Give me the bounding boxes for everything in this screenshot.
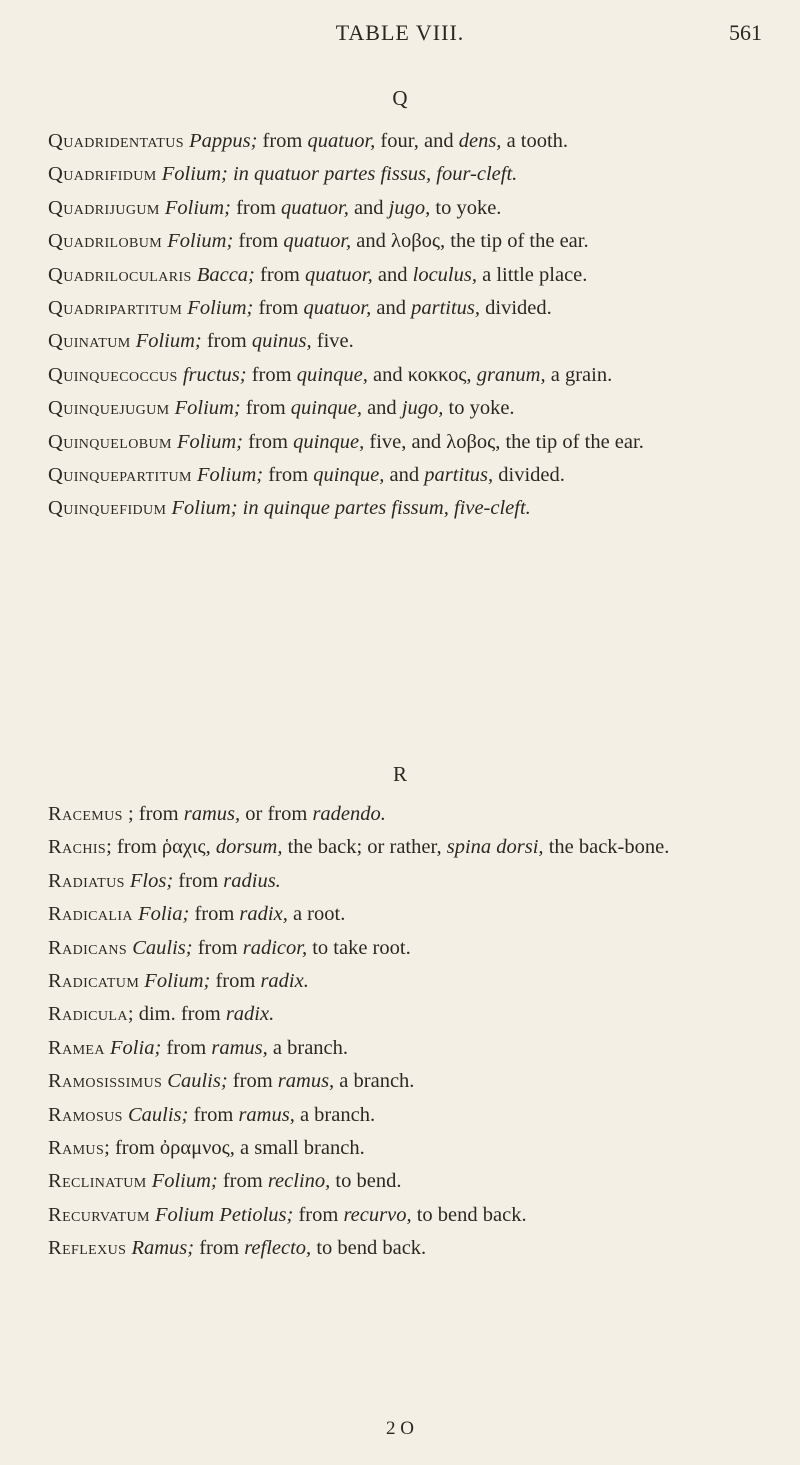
entry-headword: Quinquepartitum xyxy=(48,464,192,487)
entry-headword: Quinquefidum xyxy=(48,497,167,520)
entry-headword: Radicula xyxy=(48,1003,128,1026)
entry-text: to bend. xyxy=(330,1170,402,1193)
entry-text: radendo. xyxy=(312,803,386,825)
entry-text: quatuor, xyxy=(281,196,349,219)
section-r-entries xyxy=(48,798,760,1266)
entry-text: Folium; xyxy=(151,1170,218,1193)
entry-text: granum, xyxy=(476,363,546,386)
entry-text: ramus, xyxy=(238,1103,295,1126)
entry-headword: Quadrilobum xyxy=(48,230,163,253)
entry-text: quatuor, xyxy=(303,297,372,320)
page-number: 561 xyxy=(729,20,762,45)
entry-text: from xyxy=(217,1170,268,1193)
entry-text: quinque, xyxy=(290,397,362,420)
entry-text: and xyxy=(371,297,412,320)
glossary-entry xyxy=(48,1132,760,1165)
entry-text: Folium Petiolus; xyxy=(155,1203,294,1226)
entry-text: Folium; xyxy=(164,196,231,219)
entry-text: five, and λοβος, the tip of the ear. xyxy=(364,430,644,453)
running-head: TABLE VIII. xyxy=(335,20,465,45)
entry-text: to yoke. xyxy=(443,397,515,420)
entry-text: Folium; xyxy=(167,230,234,253)
entry-text: from xyxy=(233,230,284,253)
entry-headword: Quadrifidum xyxy=(48,163,157,186)
entry-headword: Racemus xyxy=(48,803,123,825)
entry-text: four, and xyxy=(375,130,459,152)
entry-text: ramus, xyxy=(183,803,241,825)
entry-text: divided. xyxy=(493,464,565,487)
entry-headword: Quadrilocularis xyxy=(48,263,192,286)
entry-headword: Radiatus xyxy=(48,869,125,892)
entry-headword: Rachis xyxy=(48,836,107,859)
glossary-entry xyxy=(48,1032,760,1065)
entry-text: dens, xyxy=(458,130,502,152)
glossary-entry xyxy=(48,392,760,425)
entry-text: Folium; in quatuor partes fissus, four-cleft. xyxy=(161,163,518,186)
entry-text: radix, xyxy=(239,903,288,926)
entry-text: a grain. xyxy=(545,363,613,386)
entry-headword: Quinquejugum xyxy=(48,397,170,420)
section-letter-r: R xyxy=(392,762,407,786)
entry-text: from xyxy=(173,869,224,892)
glossary-entry xyxy=(48,865,760,898)
entry-text: from xyxy=(192,936,243,959)
entry-text: radicor, xyxy=(242,936,308,959)
entry-text: ; from xyxy=(122,803,184,825)
entry-headword: Reflexus xyxy=(48,1237,127,1260)
entry-text: the back; or rather, xyxy=(282,836,447,859)
glossary-entry xyxy=(48,125,760,158)
entry-headword: Quinquecoccus xyxy=(48,363,178,386)
entry-headword: Radicans xyxy=(48,936,128,959)
entry-text: ramus, xyxy=(211,1036,268,1059)
entry-text: from xyxy=(240,397,291,420)
entry-headword: Ramea xyxy=(48,1036,105,1059)
signature-mark: 2 O xyxy=(386,1418,414,1439)
glossary-entry xyxy=(48,1165,760,1198)
entry-text: from xyxy=(257,130,308,152)
glossary-entry xyxy=(48,158,760,191)
glossary-entry xyxy=(48,292,760,325)
glossary-entry xyxy=(48,359,760,392)
entry-text: from xyxy=(293,1203,344,1226)
entry-text: Folium; xyxy=(174,397,241,420)
entry-headword: Ramosissimus xyxy=(48,1070,163,1093)
glossary-entry xyxy=(48,1065,760,1098)
entry-headword: Quadrijugum xyxy=(48,196,160,219)
entry-text: a tooth. xyxy=(501,130,569,152)
entry-text: or from xyxy=(240,803,313,825)
entry-text: from xyxy=(210,970,261,993)
entry-text: to bend back. xyxy=(311,1237,427,1260)
entry-text: from xyxy=(246,363,297,386)
entry-text: divided. xyxy=(480,297,552,320)
entry-text: spina dorsi, xyxy=(446,836,544,859)
entry-text: a root. xyxy=(287,903,346,926)
glossary-entry xyxy=(48,798,760,831)
entry-text: loculus, xyxy=(412,263,477,286)
glossary-entry xyxy=(48,898,760,931)
entry-text: jugo, xyxy=(401,397,444,420)
entry-headword: Quinatum xyxy=(48,330,131,353)
entry-text: and κοκκος, xyxy=(367,363,477,386)
entry-text: from xyxy=(227,1070,278,1093)
entry-text: Folia; xyxy=(138,903,190,926)
entry-text: Folium; xyxy=(187,297,254,320)
entry-text: radix. xyxy=(260,970,309,993)
entry-text: ; from ὀραμνος, a small branch. xyxy=(104,1137,365,1160)
entry-text: to take root. xyxy=(307,936,411,959)
glossary-entry xyxy=(48,459,760,492)
entry-text: jugo, xyxy=(388,196,431,219)
entry-text: ; from ῥαχις, xyxy=(106,836,216,859)
entry-text: from xyxy=(194,1237,245,1260)
entry-text: a branch. xyxy=(334,1070,415,1093)
entry-text: quatuor, xyxy=(304,263,373,286)
entry-text: a little place. xyxy=(476,263,588,286)
glossary-entry xyxy=(48,1232,760,1265)
entry-text: and xyxy=(384,464,425,487)
entry-text: dorsum, xyxy=(215,836,283,859)
entry-text: quinque, xyxy=(296,363,368,386)
entry-text: the back-bone. xyxy=(543,836,670,859)
entry-headword: Quinquelobum xyxy=(48,430,172,453)
entry-text: radius. xyxy=(223,869,281,892)
glossary-entry xyxy=(48,325,760,358)
entry-text: and xyxy=(372,263,413,286)
glossary-entry xyxy=(48,1099,760,1132)
entry-headword: Quadridentatus xyxy=(48,130,184,152)
entry-text: five. xyxy=(311,330,354,353)
entry-text: Folium; xyxy=(176,430,243,453)
entry-text: from xyxy=(263,464,314,487)
entry-text: quatuor, xyxy=(283,230,352,253)
entry-headword: Ramus xyxy=(48,1137,105,1160)
entry-text: ; dim. from xyxy=(127,1003,226,1026)
glossary-entry xyxy=(48,225,760,258)
section-q-entries xyxy=(48,125,760,526)
entry-text: quatuor, xyxy=(307,130,376,152)
entry-text: from xyxy=(253,297,304,320)
entry-headword: Recurvatum xyxy=(48,1203,150,1226)
entry-text: to yoke. xyxy=(430,196,502,219)
glossary-entry xyxy=(48,259,760,292)
entry-headword: Reclinatum xyxy=(48,1170,147,1193)
entry-text: from xyxy=(243,430,294,453)
glossary-entry xyxy=(48,192,760,225)
glossary-entry xyxy=(48,965,760,998)
entry-text: and λοβος, the tip of the ear. xyxy=(351,230,589,253)
entry-text: Caulis; xyxy=(132,936,193,959)
entry-headword: Radicalia xyxy=(48,903,133,926)
entry-text: Flos; xyxy=(129,869,174,892)
entry-text: from xyxy=(230,196,282,219)
entry-text: to bend back. xyxy=(411,1203,527,1226)
entry-text: radix. xyxy=(225,1003,275,1026)
entry-text: reflecto, xyxy=(244,1237,312,1260)
entry-text: recurvo, xyxy=(343,1203,412,1226)
glossary-entry xyxy=(48,831,760,864)
entry-text: Caulis; xyxy=(167,1070,228,1093)
entry-text: a branch. xyxy=(267,1036,349,1059)
entry-text: from xyxy=(201,330,252,353)
entry-text: and xyxy=(348,196,389,219)
entry-text: Ramus; xyxy=(131,1237,195,1260)
glossary-entry xyxy=(48,932,760,965)
entry-text: partitus, xyxy=(424,464,494,487)
entry-text: Folium; xyxy=(197,464,264,487)
entry-text: Pappus; xyxy=(189,130,258,152)
entry-text: Folium; in quinque partes fissum, five-cleft. xyxy=(171,497,531,520)
entry-text: quinque, xyxy=(293,430,365,453)
entry-text: from xyxy=(161,1036,212,1059)
glossary-entry xyxy=(48,998,760,1031)
entry-text: Caulis; xyxy=(127,1103,189,1126)
glossary-entry xyxy=(48,1199,760,1232)
entry-text: a branch. xyxy=(294,1103,376,1126)
entry-text: reclino, xyxy=(267,1170,331,1193)
entry-text: fructus; xyxy=(182,363,247,386)
entry-text: from xyxy=(189,903,240,926)
entry-headword: Radicatum xyxy=(48,970,140,993)
entry-text: from xyxy=(254,263,305,286)
entry-text: Folium; xyxy=(135,330,202,353)
entry-text: Bacca; xyxy=(196,263,255,286)
section-letter-q: Q xyxy=(392,86,408,110)
glossary-entry xyxy=(48,426,760,459)
entry-text: Folia; xyxy=(110,1036,162,1059)
entry-text: Folium; xyxy=(144,970,211,993)
entry-text: from xyxy=(188,1103,239,1126)
entry-text: and xyxy=(361,397,402,420)
entry-headword: Ramosus xyxy=(48,1103,123,1126)
entry-headword: Quadripartitum xyxy=(48,297,183,320)
entry-text: quinus, xyxy=(251,330,312,353)
entry-text: ramus, xyxy=(277,1070,335,1093)
entry-text: partitus, xyxy=(411,297,481,320)
entry-text: quinque, xyxy=(313,464,385,487)
glossary-entry xyxy=(48,492,760,525)
